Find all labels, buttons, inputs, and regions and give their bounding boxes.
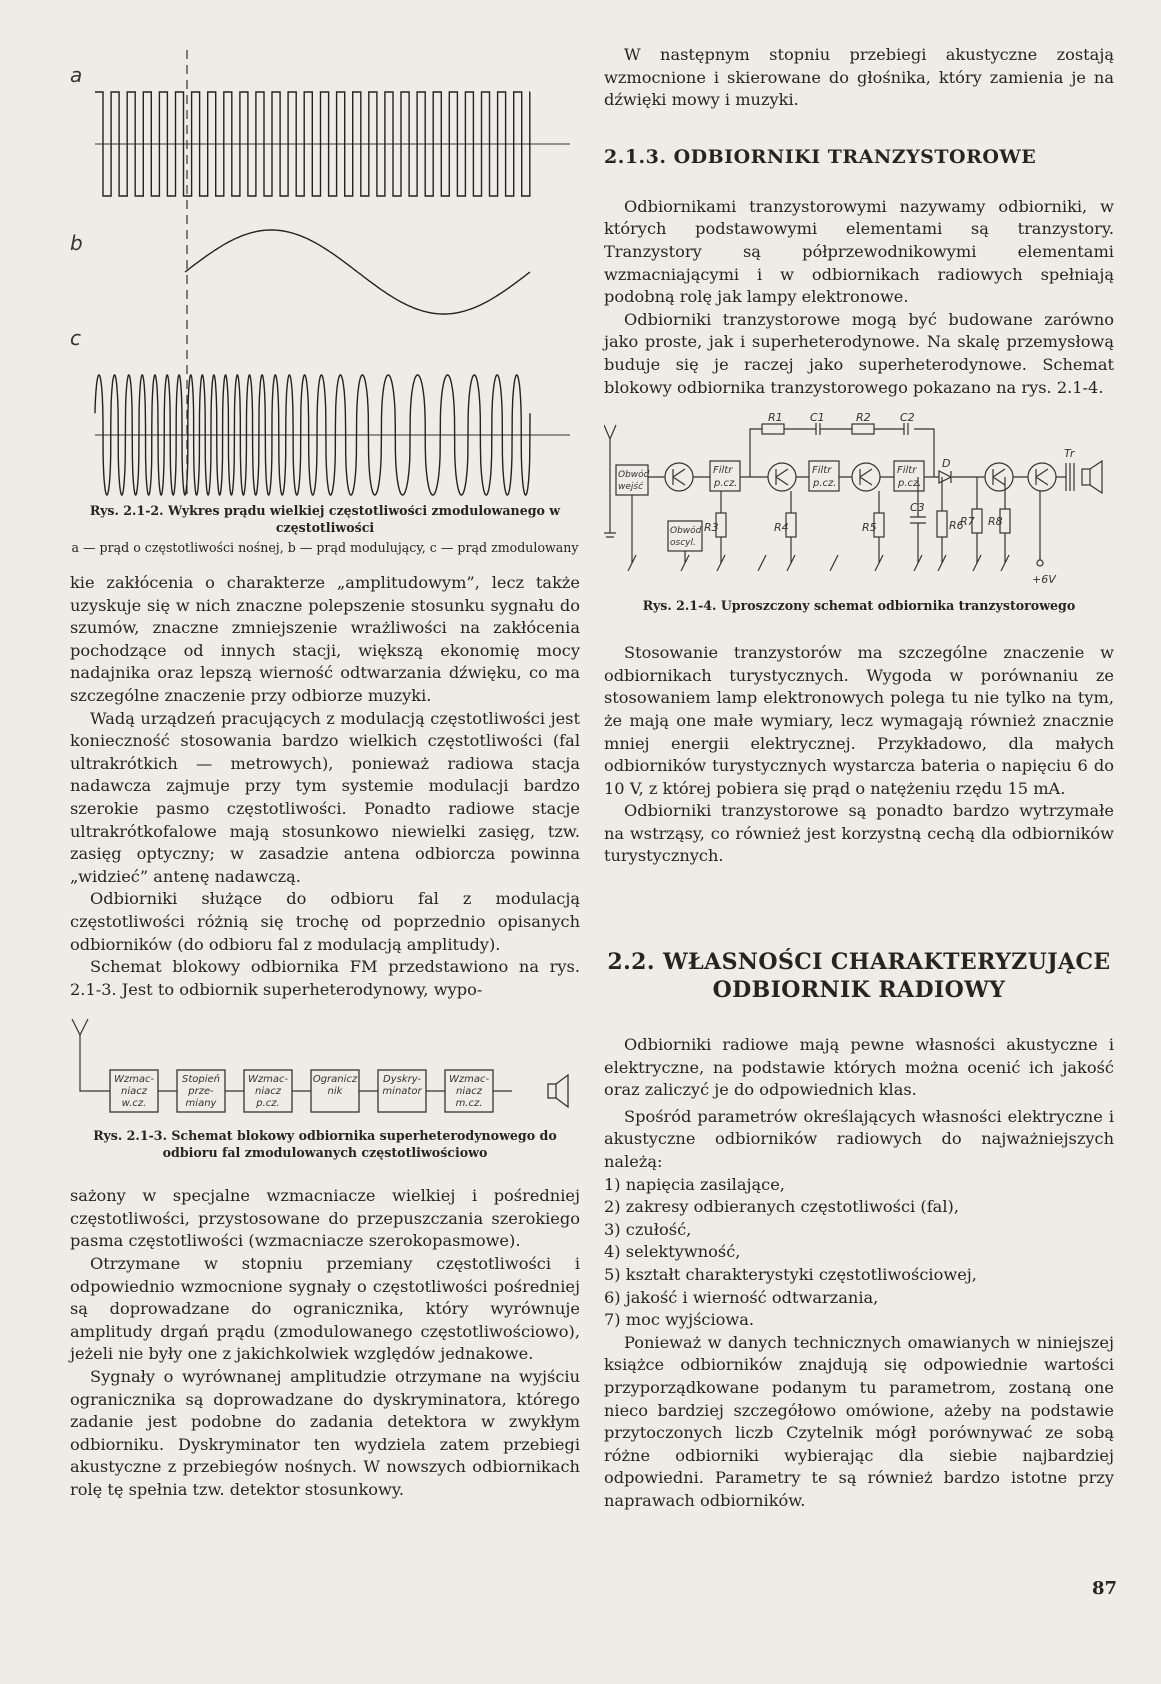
block-label: niacz	[121, 1086, 147, 1098]
paragraph: sażony w specjalne wzmacniacze wielkiej i pośredniej częstotliwości, przystosowane do przepuszczania szerokiego pasma częstotliwości (wzmacniacze szerokopasmowe).	[70, 1186, 580, 1251]
speaker-icon	[1082, 469, 1090, 485]
list-item: 7) moc wyjściowa.	[604, 1310, 755, 1330]
label-r6: R6	[949, 519, 964, 533]
label-r8: R8	[988, 515, 1003, 529]
label-r3: R3	[704, 521, 719, 535]
transistor-4	[985, 463, 1013, 491]
transistor-3	[852, 463, 880, 491]
list-item: 2) zakresy odbieranych częstotliwości (fal),	[604, 1197, 959, 1217]
filter2-label-1: Filtr	[812, 465, 832, 477]
page-number: 87	[1092, 1578, 1118, 1599]
paragraph: Schemat blokowy odbiornika FM przedstawiono na rys. 2.1-3. Jest to odbiornik superheterodynowy, wypo-	[70, 957, 580, 999]
caption-subtitle: a — prąd o częstotliwości nośnej, b — prąd modulujący, c — prąd zmodulowany	[71, 540, 579, 555]
label-tr: Tr	[1064, 447, 1075, 461]
right-column	[604, 44, 1114, 1513]
fig-label-b: b	[70, 231, 83, 255]
parameter-list	[604, 1174, 1114, 1332]
section-heading-2-1-3: 2.1.3. ODBIORNIKI TRANZYSTOROWE	[604, 145, 1037, 168]
speaker-icon	[548, 1075, 568, 1107]
label-supply: +6V	[1032, 573, 1056, 587]
filter3-label-1: Filtr	[897, 465, 917, 477]
paragraph: W następnym stopniu przebiegi akustyczne zostają wzmocnione i skierowane do głośnika, który zamienia je na dźwięki mowy i muzyki.	[604, 45, 1114, 110]
caption-title: Rys. 2.1-3. Schemat blokowy odbiornika superheterodynowego do odbioru fal zmodulowanych częstotliwościowo	[93, 1128, 557, 1161]
paragraph: Odbiorniki radiowe mają pewne własności akustyczne i elektryczne, na podstawie których można ocenić ich jakość oraz zaliczyć je do odpowiednich klas.	[604, 1035, 1114, 1100]
filter3-label-2: p.cz.	[898, 478, 922, 490]
paragraph: kie zakłócenia o charakterze „amplitudowym”, lecz także uzyskuje się w nich znaczne polepszenie stosunku sygnału do szumów, znaczne zmniejszenie wrażliwości na zakłócenia pochodzące od innych stacji, większą ekonomię mocy nadajnika oraz lepszą wierność odtwarzania dźwięku, co ma szczególne znaczenie przy odbiorze muzyki.	[70, 573, 580, 705]
filter1-label-1: Filtr	[713, 465, 733, 477]
label-r4: R4	[774, 521, 789, 535]
label-c1: C1	[810, 413, 825, 425]
section-heading-2-2	[604, 948, 1114, 1004]
figure-2-1-3-caption	[70, 1127, 580, 1161]
label-c2: C2	[900, 413, 915, 425]
input-circuit-label-2: wejść	[618, 482, 644, 493]
paragraph: Odbiorniki tranzystorowe mogą być budowane zarówno jako proste, jak i superheterodynowe. Na skalę przemysłową buduje się je raczej jako superheterodynowe. Schemat blokowy odbiornika tranzystorowego pokazano na rys. 2.1-4.	[604, 309, 1114, 397]
block-label: m.cz.	[455, 1098, 483, 1110]
potentiometer-r6	[937, 511, 947, 537]
paragraph: Wadą urządzeń pracujących z modulacją częstotliwości jest konieczność stosowania bardzo wielkich częstotliwości (fal ultrakrótkich — metrowych), ponieważ radiowa stacja nadawcza zajmuje przy tym systemie modulacji bardzo szerokie pasmo częstotliwości. Ponadto radiowe stacje ultrakrótkofalowe mają stosunkowo niewielki zasięg, tzw. zasięg optyczny; w zasadzie antena odbiorcza powinna „widzieć” antenę nadawczą.	[70, 708, 580, 886]
caption-title: Rys. 2.1-2. Wykres prądu wielkiej częstotliwości zmodulowanego w częstotliwości	[89, 503, 561, 535]
filter2-label-2: p.cz.	[813, 478, 837, 490]
block-label: Ogranicz	[312, 1074, 358, 1086]
right-text-block-2	[604, 642, 1114, 868]
resistor-r2	[852, 424, 874, 434]
paragraph: Ponieważ w danych technicznych omawianych w niniejszej książce odbiorników znajdują się odpowiednie wartości przyporządkowane podanym tu parametrom, zostaną one nieco bardziej szczegółowo omówione, ażeby na podstawie przytoczonych liczb Czytelnik mógł porównywać ze sobą różne odbiorniki wybierając dla siebie najbardziej odpowiedni. Parametry te są również bardzo istotne przy naprawach odbiorników.	[604, 1332, 1114, 1510]
block-label: Dyskry-	[383, 1074, 421, 1086]
osc-label-2: oscyl.	[670, 538, 696, 549]
list-item: 5) kształt charakterystyki częstotliwościowej,	[604, 1265, 977, 1284]
block-label: prze-	[188, 1086, 214, 1098]
supply-terminal	[1037, 560, 1043, 566]
paragraph: Odbiorniki służące do odbioru fal z modulacją częstotliwości różnią się trochę od poprzednio opisanych odbiorników (do odbioru fal z modulacją amplitudy).	[70, 889, 580, 954]
osc-label-1: Obwód	[670, 526, 702, 537]
paragraph: Sygnały o wyrównanej amplitudzie otrzymane na wyjściu ogranicznika są doprowadzane do dyskryminatora, którego zadanie jest podobne do zadania detektora w zwykłym odbiorniku. Dyskryminator ten wydziela zatem przebiegi akustyczne z przebiegów nośnych. W nowszych odbiornikach rolę tę spełnia tzw. detektor stosunkowy.	[70, 1367, 580, 1499]
block-label: niacz	[456, 1086, 482, 1098]
block-label: Wzmac-	[448, 1074, 490, 1086]
fig-label-c: c	[70, 326, 81, 350]
figure-2-1-3-block-diagram	[70, 1015, 580, 1125]
transistor-2	[768, 463, 796, 491]
list-item: 4) selektywność,	[604, 1242, 741, 1262]
section-heading-line-1: 2.2. WŁASNOŚCI CHARAKTERYZUJĄCE	[607, 949, 1111, 976]
output-transformer	[1066, 463, 1074, 491]
left-column	[70, 40, 580, 1502]
figure-2-1-2-waveforms	[70, 40, 580, 500]
paragraph: Otrzymane w stopniu przemiany częstotliwości i odpowiednio wzmocnione sygnały o częstotliwości pośredniej są doprowadzane do ogranicznika, który wyrównuje amplitudy drgań prądu (zmodulowanego częstotliwościowo), jeżeli nie były one z jakichkolwiek względów jednakowe.	[70, 1254, 580, 1364]
label-r7: R7	[960, 515, 975, 529]
paragraph: Spośród parametrów określających własności elektryczne i akustyczne odbiorników radiowych do najważniejszych należą:	[604, 1106, 1114, 1172]
left-text-block-2	[70, 1185, 580, 1501]
antenna-icon	[604, 425, 616, 537]
transistor-5	[1028, 463, 1056, 491]
block-label: Wzmac-	[113, 1074, 155, 1086]
label-r2: R2	[856, 413, 871, 425]
block-label: minator	[382, 1086, 422, 1098]
left-text-block-1	[70, 572, 580, 1001]
block-label: p.cz.	[256, 1098, 280, 1110]
right-text-block-1	[604, 196, 1114, 399]
capacitor-c3	[910, 517, 926, 523]
caption-title: Rys. 2.1-4. Uproszczony schemat odbiornika tranzystorowego	[642, 598, 1076, 614]
block-label: Stopień	[181, 1074, 221, 1086]
list-item: 1) napięcia zasilające,	[604, 1174, 785, 1194]
fig-label-a: a	[70, 63, 83, 87]
block-label: nik	[327, 1086, 343, 1098]
modulating-waveform	[185, 230, 530, 314]
label-r5: R5	[862, 521, 877, 535]
figure-2-1-2-caption	[70, 502, 580, 556]
resistor-r1	[762, 424, 784, 434]
list-item: 6) jakość i wierność odtwarzania,	[604, 1287, 879, 1307]
label-d: D	[942, 457, 951, 471]
block-label: miany	[185, 1098, 217, 1110]
input-circuit-label-1: Obwód	[618, 470, 650, 481]
block-label: Wzmac-	[247, 1074, 289, 1086]
block-label: w.cz.	[121, 1098, 147, 1110]
label-r1: R1	[768, 413, 783, 425]
paragraph: Odbiorniki tranzystorowe są ponadto bardzo wytrzymałe na wstrząsy, co również jest korzystną cechą dla odbiorników turystycznych.	[604, 801, 1114, 866]
figure-2-1-4-schematic	[604, 413, 1114, 593]
right-text-block-3	[604, 1034, 1114, 1512]
antenna-icon	[72, 1019, 110, 1091]
section-heading-line-2: ODBIORNIK RADIOWY	[712, 977, 1006, 1004]
transistor-1	[665, 463, 693, 491]
label-c3: C3	[910, 501, 925, 515]
paragraph: Odbiornikami tranzystorowymi nazywamy odbiorniki, w których podstawowymi elementami są tranzystory. Tranzystory są półprzewodnikowymi elementami wzmacniającymi i w odbiornikach radiowych spełniają podobną rolę jak lampy elektronowe.	[604, 196, 1114, 307]
filter1-label-2: p.cz.	[714, 478, 738, 490]
list-item: 3) czułość,	[604, 1219, 692, 1239]
figure-2-1-4-caption	[604, 597, 1114, 614]
block-label: niacz	[255, 1086, 281, 1098]
diode-d	[939, 471, 951, 483]
paragraph: Stosowanie tranzystorów ma szczególne znaczenie w odbiornikach turystycznych. Wygoda w porównaniu ze stosowaniem lamp elektronowych polega tu nie tylko na tym, że mają one małe wymiary, lecz wymagają również znacznie mniej energii elektrycznej. Przykładowo, dla małych odbiorników turystycznych wystarcza bateria o napięciu 6 do 10 V, z której pobiera się prąd o natężeniu rzędu 15 mA.	[604, 643, 1114, 798]
